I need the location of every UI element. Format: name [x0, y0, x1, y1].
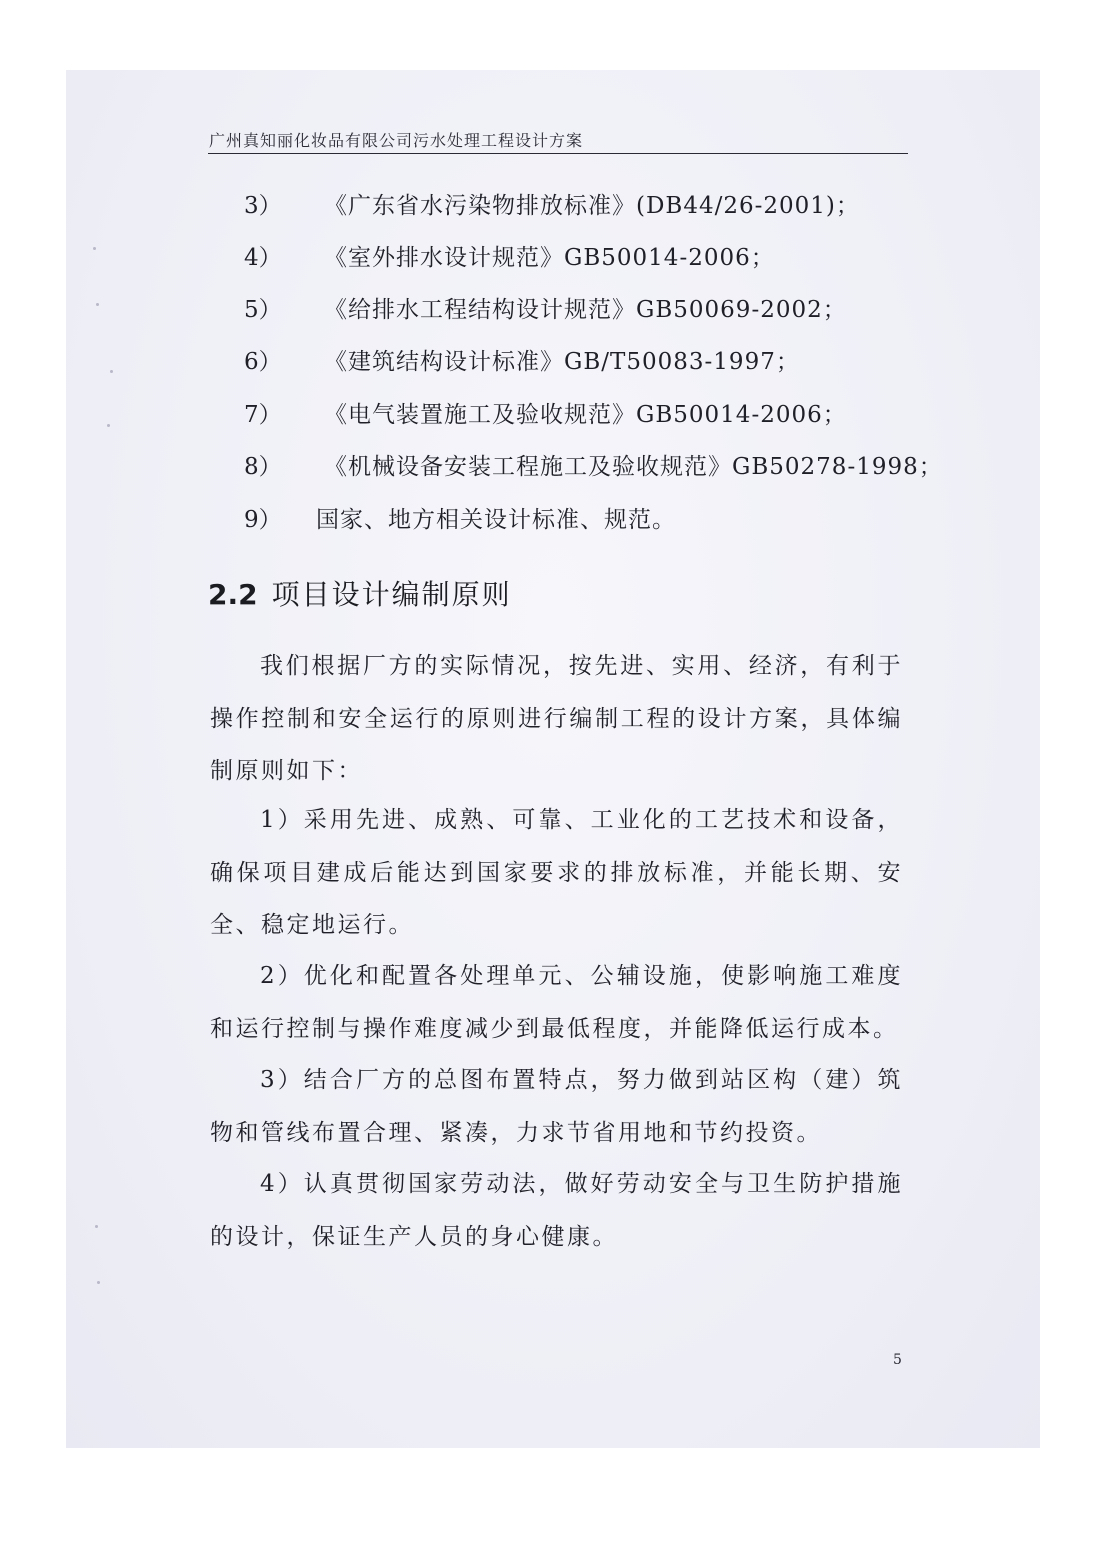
reference-number: 8）: [244, 454, 282, 480]
document-header: 广州真知丽化妆品有限公司污水处理工程设计方案: [209, 131, 584, 150]
body-paragraph: 我们根据厂方的实际情况，按先进、实用、经济，有利于操作控制和安全运行的原则进行编制工程的设计方案，具体编制原则如下：: [210, 653, 903, 784]
header-rule: [208, 153, 908, 154]
reference-number: 7）: [244, 402, 282, 428]
reference-number: 9）: [244, 507, 282, 533]
page-number: 5: [893, 1352, 902, 1368]
reference-item: [244, 502, 676, 538]
scan-speck: [93, 247, 96, 250]
reference-text: 《电气装置施工及验收规范》GB50014-2006；: [324, 402, 847, 428]
reference-text: 《建筑结构设计标准》GB/T50083-1997；: [324, 349, 800, 375]
body-paragraph: 1）采用先进、成熟、可靠、工业化的工艺技术和设备，确保项目建成后能达到国家要求的排放标准，并能长期、安全、稳定地运行。: [210, 807, 903, 938]
reference-text: 《室外排水设计规范》GB50014-2006；: [324, 245, 775, 271]
reference-item: [244, 344, 800, 380]
body-paragraph: 3）结合厂方的总图布置特点，努力做到站区构（建）筑物和管线布置合理、紧凑，力求节省用地和节约投资。: [210, 1067, 903, 1146]
scan-speck: [107, 424, 110, 427]
reference-number: 6）: [244, 349, 282, 375]
reference-item: [244, 449, 943, 485]
body-paragraph: 4）认真贯彻国家劳动法，做好劳动安全与卫生防护措施的设计，保证生产人员的身心健康。: [210, 1171, 903, 1250]
scan-speck: [97, 1281, 100, 1284]
section-heading: [208, 573, 512, 617]
reference-text: 《机械设备安装工程施工及验收规范》GB50278-1998；: [324, 454, 943, 480]
section-title: 项目设计编制原则: [271, 578, 512, 611]
scan-speck: [95, 1225, 98, 1228]
scan-speck: [110, 370, 113, 373]
reference-item: [244, 240, 775, 276]
body-paragraph: 2）优化和配置各处理单元、公辅设施，使影响施工难度和运行控制与操作难度减少到最低程度，并能降低运行成本。: [210, 963, 903, 1042]
reference-number: 3）: [244, 193, 282, 219]
reference-number: 5）: [244, 297, 282, 323]
reference-text: 《广东省水污染物排放标准》(DB44/26-2001)；: [324, 193, 860, 219]
reference-text: 国家、地方相关设计标准、规范。: [316, 507, 676, 533]
scan-speck: [96, 303, 99, 306]
section-number: 2.2: [208, 578, 258, 611]
reference-item: [244, 397, 847, 433]
reference-item: [244, 188, 860, 224]
reference-number: 4）: [244, 245, 282, 271]
reference-item: [244, 292, 847, 328]
reference-text: 《给排水工程结构设计规范》GB50069-2002；: [324, 297, 847, 323]
